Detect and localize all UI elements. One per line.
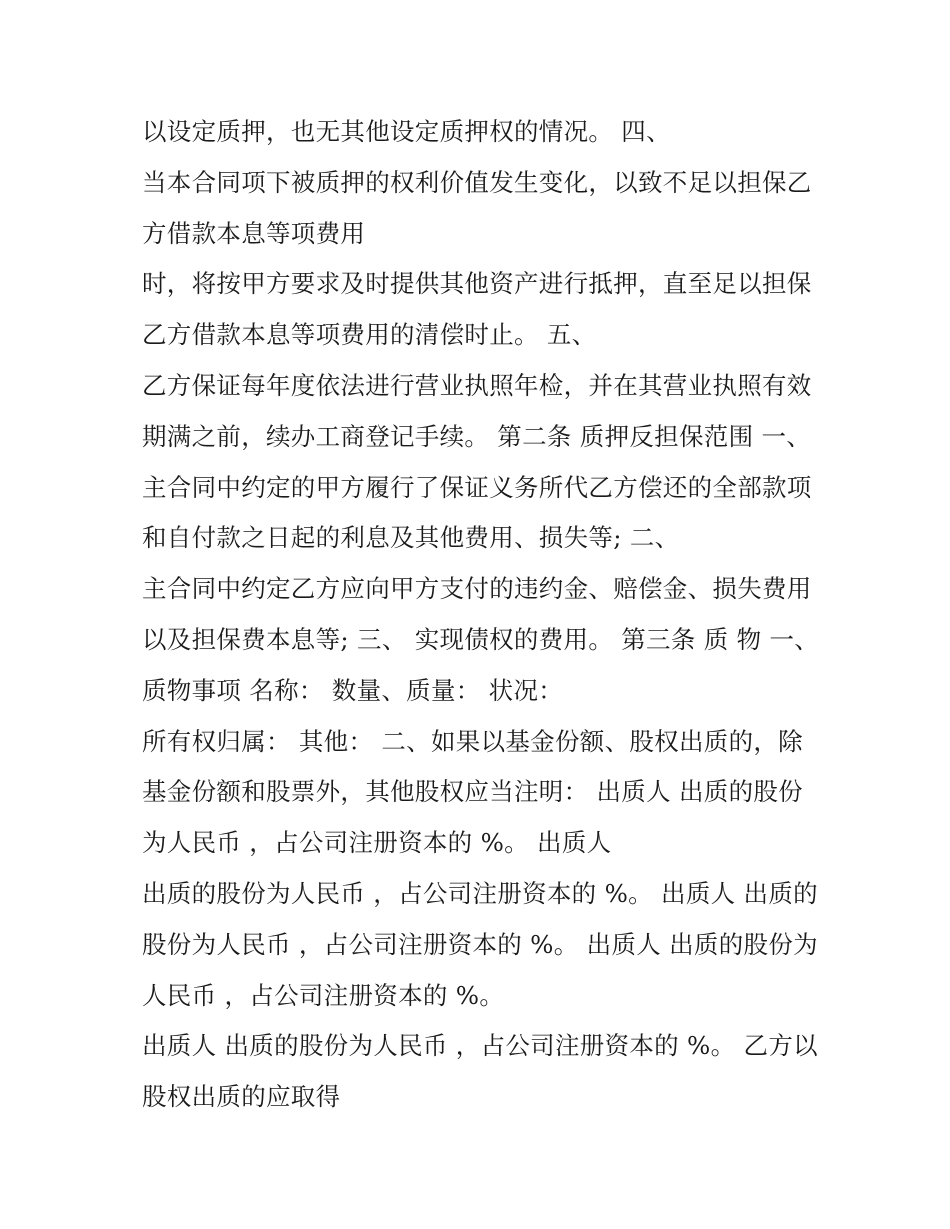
- text-line: 以设定质押，也无其他设定质押权的情况。 四、: [142, 117, 671, 146]
- text-line: 时，将按甲方要求及时提供其他资产进行抵押，直至足以担保: [142, 269, 812, 299]
- text-line: 当本合同项下被质押的权利价值发生变化，以致不足以担保乙: [142, 167, 812, 197]
- text-line: 出质的股份为人民币 ，占公司注册资本的 %。 出质人 出质的: [142, 878, 818, 908]
- text-line: 为人民币 ，占公司注册资本的 %。 出质人: [142, 828, 612, 858]
- text-line: 股权出质的应取得: [142, 1082, 341, 1112]
- text-line: 人民币 ，占公司注册资本的 %。: [142, 980, 505, 1010]
- text-line: 主合同中约定的甲方履行了保证义务所代乙方偿还的全部款项: [142, 472, 812, 502]
- text-line: 所有权归属： 其他： 二、如果以基金份额、股权出质的，除: [142, 726, 803, 756]
- text-line: 乙方借款本息等项费用的清偿时止。 五、: [142, 320, 597, 350]
- text-line: 出质人 出质的股份为人民币 ，占公司注册资本的 %。 乙方以: [142, 1031, 818, 1061]
- text-line: 股份为人民币 ，占公司注册资本的 %。 出质人 出质的股份为: [142, 929, 818, 959]
- text-line: 质物事项 名称： 数量、质量： 状况：: [142, 675, 564, 705]
- text-line: 和自付款之日起的利息及其他费用、损失等; 二、: [142, 523, 680, 553]
- text-line: 基金份额和股票外，其他股权应当注明： 出质人 出质的股份: [142, 777, 803, 807]
- document-body: [142, 107, 832, 1123]
- text-line: 主合同中约定乙方应向甲方支付的违约金、赔偿金、损失费用: [142, 574, 812, 604]
- text-line: 以及担保费本息等; 三、 实现债权的费用。 第三条 质 物 一、: [142, 624, 820, 654]
- text-line: 期满之前，续办工商登记手续。 第二条 质押反担保范围 一、: [142, 421, 812, 451]
- text-line: 乙方保证每年度依法进行营业执照年检，并在其营业执照有效: [142, 370, 812, 400]
- text-line: 方借款本息等项费用: [142, 218, 366, 248]
